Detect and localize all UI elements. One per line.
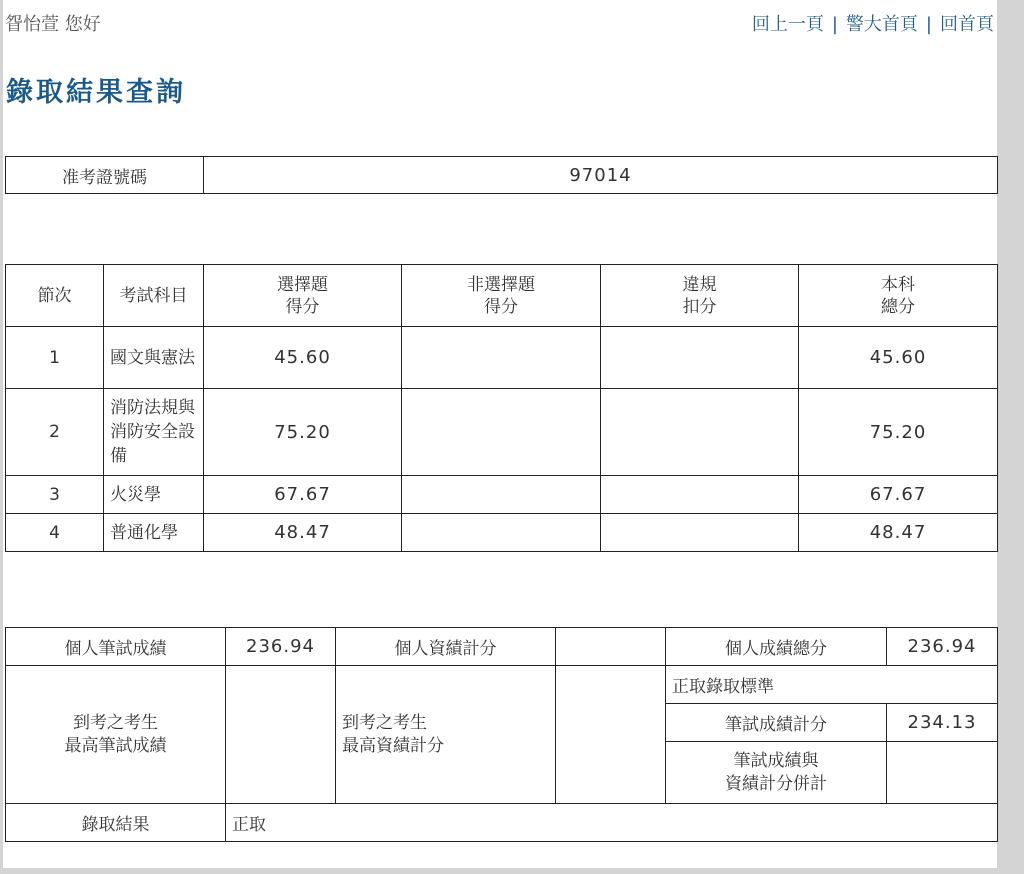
row-penalty: [601, 514, 799, 552]
table-row: [6, 476, 998, 514]
exam-id-value: 97014: [204, 157, 998, 194]
standard-written-label: 筆試成績計分: [666, 704, 887, 742]
header-penalty: 違規 扣分: [601, 265, 799, 327]
nav-separator: |: [925, 14, 932, 35]
row-subject: 普通化學: [104, 514, 204, 552]
admission-standard-label: 正取錄取標準: [666, 666, 998, 704]
row-subject: 消防法規與消防安全設備: [104, 389, 204, 476]
home-link[interactable]: 回首頁: [940, 14, 994, 35]
admission-result-value: 正取: [226, 804, 998, 842]
top-nav: [752, 10, 994, 36]
row-mc-score: 45.60: [204, 327, 402, 389]
row-mc-score: 67.67: [204, 476, 402, 514]
header-mc-score: 選擇題 得分: [204, 265, 402, 327]
row-total: 67.67: [799, 476, 998, 514]
standard-combined-value: [887, 742, 998, 804]
seniority-score-label: 個人資績計分: [336, 628, 556, 666]
page-bottom-border: [0, 868, 1024, 874]
row-mc-score: 75.20: [204, 389, 402, 476]
row-section: 3: [6, 476, 104, 514]
header-subject: 考試科目: [104, 265, 204, 327]
row-mc-score: 48.47: [204, 514, 402, 552]
row-penalty: [601, 327, 799, 389]
seniority-score-value: [556, 628, 666, 666]
row-total: 48.47: [799, 514, 998, 552]
row-subject: 火災學: [104, 476, 204, 514]
nav-separator: |: [831, 14, 838, 35]
row-nonmc-score: [402, 389, 601, 476]
row-section: 4: [6, 514, 104, 552]
top-seniority-value: [556, 666, 666, 804]
row-section: 1: [6, 327, 104, 389]
university-home-link[interactable]: 警大首頁: [845, 14, 918, 35]
table-row: [6, 514, 998, 552]
exam-id-label: 准考證號碼: [6, 157, 204, 194]
scores-table: [5, 264, 998, 552]
back-link[interactable]: 回上一頁: [751, 14, 824, 35]
standard-combined-label: 筆試成績與 資績計分併計: [666, 742, 887, 804]
total-score-value: 236.94: [887, 628, 998, 666]
row-total: 45.60: [799, 327, 998, 389]
row-nonmc-score: [402, 514, 601, 552]
header-nonmc-score: 非選擇題 得分: [402, 265, 601, 327]
header-subject-total: 本科 總分: [799, 265, 998, 327]
row-nonmc-score: [402, 327, 601, 389]
row-subject: 國文與憲法: [104, 327, 204, 389]
table-row: [6, 327, 998, 389]
header-section: 節次: [6, 265, 104, 327]
row-section: 2: [6, 389, 104, 476]
admission-result-label: 錄取結果: [6, 804, 226, 842]
top-written-value: [226, 666, 336, 804]
top-seniority-label: 到考之考生 最高資績計分: [336, 666, 556, 804]
written-score-label: 個人筆試成績: [6, 628, 226, 666]
user-greeting: 眢怡萱 您好: [5, 14, 101, 35]
row-penalty: [601, 389, 799, 476]
written-score-value: 236.94: [226, 628, 336, 666]
summary-table: [5, 627, 998, 842]
standard-written-value: 234.13: [887, 704, 998, 742]
table-row: [6, 389, 998, 476]
total-score-label: 個人成績總分: [666, 628, 887, 666]
page-scrollbar-gutter: [997, 0, 1024, 874]
page-left-border: [0, 0, 3, 874]
page-title: 錄取結果查詢: [6, 77, 186, 108]
row-total: 75.20: [799, 389, 998, 476]
scores-header-row: [6, 265, 998, 327]
top-written-label: 到考之考生 最高筆試成績: [6, 666, 226, 804]
row-penalty: [601, 476, 799, 514]
row-nonmc-score: [402, 476, 601, 514]
exam-id-table: [5, 156, 998, 194]
